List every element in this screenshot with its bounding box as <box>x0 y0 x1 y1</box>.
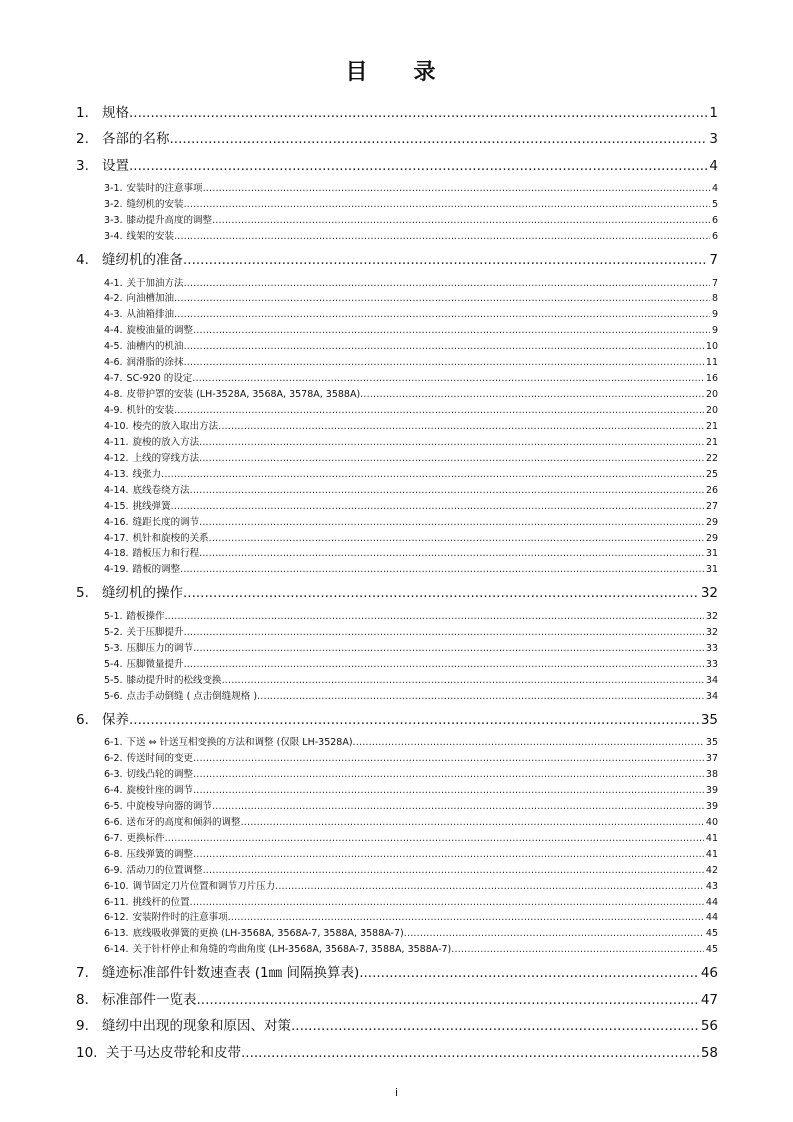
chapter-number: 8. <box>76 991 89 1008</box>
dot-leader <box>199 453 704 464</box>
section-title: 安装时的注意事项 <box>126 183 203 195</box>
dot-leader <box>174 231 710 242</box>
section-page-number: 9 <box>711 325 718 337</box>
dot-leader <box>184 357 704 368</box>
toc-section-entry[interactable] <box>76 545 718 561</box>
section-number: 6-8. <box>104 848 123 860</box>
toc-chapter-entry[interactable] <box>76 154 718 181</box>
section-title: 膝动提升高度的调整 <box>126 215 213 227</box>
dot-leader <box>212 801 704 812</box>
section-number: 5-5. <box>104 674 123 686</box>
toc-section-entry[interactable] <box>76 862 718 878</box>
section-page-number: 32 <box>705 626 718 638</box>
dot-leader <box>193 753 704 764</box>
section-page-number: 21 <box>705 436 718 448</box>
section-title: SC-920 的设定 <box>126 373 193 385</box>
toc-section-entry[interactable] <box>76 290 718 306</box>
toc-section-entry[interactable] <box>76 338 718 354</box>
dot-leader <box>161 469 704 480</box>
toc-section-entry[interactable] <box>76 514 718 530</box>
toc-section-entry[interactable] <box>76 925 718 941</box>
toc-section-entry[interactable] <box>76 466 718 482</box>
dot-leader <box>183 585 699 601</box>
chapter-number: 3. <box>76 157 89 174</box>
toc-section-entry[interactable] <box>76 434 718 450</box>
chapter-number: 10. <box>76 1045 98 1062</box>
section-number: 4-18. <box>104 548 129 560</box>
dot-leader <box>174 309 710 320</box>
toc-section-entry[interactable] <box>76 624 718 640</box>
chapter-title: 各部的名称 <box>102 131 170 147</box>
section-title: 底线吸收弹簧的更换 (LH-3568A, 3568A-7, 3588A, 3588A-7) <box>132 928 404 940</box>
section-page-number: 40 <box>705 816 718 828</box>
section-title: 油槽内的机油 <box>126 341 184 353</box>
section-number: 3-4. <box>104 231 123 242</box>
dot-leader <box>203 183 710 194</box>
dot-leader <box>241 1045 699 1061</box>
section-page-number: 20 <box>705 389 718 401</box>
section-title: 润滑脂的涂抹 <box>126 357 184 369</box>
toc-section-entry[interactable] <box>76 370 718 386</box>
section-page-number: 41 <box>705 848 718 860</box>
section-page-number: 16 <box>705 373 718 385</box>
section-page-number: 37 <box>705 753 718 765</box>
chapter-number: 4. <box>76 251 89 268</box>
chapter-title: 缝纫机的准备 <box>102 251 183 268</box>
toc-section-entry[interactable] <box>76 450 718 466</box>
toc-section-entry[interactable] <box>76 656 718 672</box>
dot-leader <box>257 691 704 702</box>
section-title: 踏板操作 <box>126 610 165 622</box>
section-title: 膝动提升时的松线变换 <box>126 674 222 686</box>
chapter-title: 设置 <box>102 157 129 174</box>
section-page-number: 45 <box>705 944 718 956</box>
section-number: 4-1. <box>104 277 123 289</box>
section-number: 6-3. <box>104 769 123 781</box>
section-page-number: 21 <box>705 420 718 432</box>
chapter-title: 标准部件一览表 <box>102 991 197 1008</box>
section-number: 6-13. <box>104 928 129 940</box>
toc-section-entry[interactable] <box>76 766 718 782</box>
section-page-number: 29 <box>705 532 718 544</box>
toc-chapter-entry[interactable] <box>76 961 718 988</box>
section-title: 活动刀的位置调整 <box>126 864 203 876</box>
dot-leader <box>241 817 704 828</box>
toc-chapter-entry[interactable] <box>76 127 718 154</box>
section-title: 从油箱排油 <box>126 309 175 321</box>
section-number: 6-11. <box>104 896 129 908</box>
section-number: 6-10. <box>104 880 129 892</box>
section-title: 缝距长度的调节 <box>132 516 200 528</box>
section-page-number: 22 <box>705 452 718 464</box>
dot-leader <box>165 833 704 844</box>
toc-section-entry[interactable] <box>76 878 718 894</box>
section-title: 踏板压力和行程 <box>132 548 200 560</box>
toc-section-entry[interactable] <box>76 608 718 624</box>
section-page-number: 45 <box>705 928 718 940</box>
dot-leader <box>183 252 707 268</box>
section-number: 3-1. <box>104 183 123 195</box>
chapter-title: 缝纫中出现的现象和原因、对策 <box>102 1018 291 1035</box>
toc-section-entry[interactable] <box>76 354 718 370</box>
toc-section-entry[interactable] <box>76 212 718 228</box>
section-number: 4-4. <box>104 325 123 337</box>
toc-section-entry[interactable] <box>76 196 718 212</box>
dot-leader <box>190 897 704 908</box>
page-number-footer: i <box>394 1086 399 1099</box>
section-page-number: 11 <box>705 357 718 369</box>
section-number: 3-3. <box>104 215 123 227</box>
dot-leader <box>193 643 704 654</box>
chapter-page-number: 7 <box>709 251 718 268</box>
section-number: 4-5. <box>104 341 123 353</box>
section-page-number: 39 <box>705 800 718 812</box>
toc-chapter-entry[interactable] <box>76 988 718 1015</box>
toc-section-entry[interactable] <box>76 322 718 338</box>
dot-leader <box>353 737 704 748</box>
toc-chapter-entry[interactable] <box>76 708 718 735</box>
toc-section-entry[interactable] <box>76 750 718 766</box>
chapter-number: 6. <box>76 711 89 728</box>
chapter-page-number: 58 <box>700 1045 718 1062</box>
chapter-number: 7. <box>76 965 89 982</box>
dot-leader <box>291 1018 699 1034</box>
toc-section-entry[interactable] <box>76 909 718 925</box>
chapter-page-number: 4 <box>709 157 718 174</box>
chapter-number: 9. <box>76 1018 89 1035</box>
section-number: 4-13. <box>104 468 129 480</box>
toc-section-entry[interactable] <box>76 180 718 196</box>
dot-leader <box>184 341 704 352</box>
dot-leader <box>212 215 710 226</box>
dot-leader <box>199 548 704 559</box>
section-page-number: 33 <box>705 658 718 670</box>
toc-chapter-entry[interactable] <box>76 581 718 608</box>
chapter-page-number: 56 <box>700 1018 718 1035</box>
section-number: 5-1. <box>104 610 123 622</box>
dot-leader <box>193 849 704 860</box>
section-page-number: 6 <box>711 215 718 227</box>
dot-leader <box>129 712 699 728</box>
toc-section-entry[interactable] <box>76 482 718 498</box>
section-page-number: 41 <box>705 832 718 844</box>
toc-section-entry[interactable] <box>76 228 718 244</box>
section-page-number: 38 <box>705 769 718 781</box>
dot-leader <box>222 675 704 686</box>
toc-section-entry[interactable] <box>76 672 718 688</box>
dot-leader <box>184 199 710 210</box>
section-title: 挑线杆的位置 <box>132 896 190 908</box>
section-title: 下送 ⇔ 针送互相变换的方法和调整 (仅限 LH-3528A) <box>126 737 353 749</box>
section-number: 4-8. <box>104 389 123 401</box>
section-page-number: 34 <box>705 690 718 702</box>
chapter-title: 缝迹标准部件针数速查表 (1㎜ 间隔换算表) <box>102 965 360 982</box>
section-page-number: 9 <box>711 309 718 321</box>
chapter-number: 5. <box>76 585 89 602</box>
section-title: 关于针杆停止和角缝的弯曲角度 (LH-3568A, 3568A-7, 3588A, 3588A-7) <box>132 944 452 956</box>
toc-section-entry[interactable] <box>76 306 718 322</box>
section-page-number: 35 <box>705 737 718 749</box>
chapter-number: 1. <box>76 105 89 121</box>
toc-section-entry[interactable] <box>76 941 718 957</box>
dot-leader <box>275 881 704 892</box>
section-page-number: 26 <box>705 484 718 496</box>
toc-section-entry[interactable] <box>76 734 718 750</box>
dot-leader <box>228 912 704 923</box>
chapter-title: 保养 <box>102 711 129 728</box>
section-number: 4-16. <box>104 516 129 528</box>
section-page-number: 31 <box>705 548 718 560</box>
section-number: 4-19. <box>104 564 129 576</box>
section-page-number: 44 <box>705 896 718 908</box>
section-number: 4-17. <box>104 532 129 544</box>
section-title: 调节固定刀片位置和调节刀片压力 <box>132 880 276 892</box>
toc-section-entry[interactable] <box>76 418 718 434</box>
dot-leader <box>193 769 704 780</box>
section-number: 3-2. <box>104 199 123 211</box>
toc-section-entry[interactable] <box>76 846 718 862</box>
dot-leader <box>170 131 708 147</box>
section-title: 旋梭针座的调节 <box>126 784 194 796</box>
chapter-title: 规格 <box>102 105 129 121</box>
toc-section-entry[interactable] <box>76 498 718 514</box>
table-of-contents <box>76 101 718 1068</box>
section-page-number: 5 <box>711 199 718 211</box>
dot-leader <box>190 485 704 496</box>
section-title: 机针的安装 <box>126 405 175 417</box>
section-page-number: 20 <box>705 405 718 417</box>
section-title: 梭壳的放入取出方法 <box>132 420 219 432</box>
chapter-title: 缝纫机的操作 <box>102 585 183 602</box>
section-page-number: 33 <box>705 642 718 654</box>
toc-section-entry[interactable] <box>76 830 718 846</box>
toc-section-entry[interactable] <box>76 688 718 704</box>
section-page-number: 44 <box>705 912 718 924</box>
section-number: 5-4. <box>104 658 123 670</box>
section-title: 传送时间的变更 <box>126 753 194 765</box>
section-title: 旋梭油量的调整 <box>126 325 194 337</box>
chapter-number: 2. <box>76 131 89 147</box>
section-number: 6-2. <box>104 753 123 765</box>
section-page-number: 25 <box>705 468 718 480</box>
dot-leader <box>129 158 707 174</box>
toc-section-entry[interactable] <box>76 402 718 418</box>
section-title: 压脚微量提升 <box>126 658 184 670</box>
section-page-number: 8 <box>711 293 718 305</box>
section-title: 压脚压力的调节 <box>126 642 194 654</box>
section-number: 4-3. <box>104 309 123 321</box>
chapter-page-number: 35 <box>700 711 718 728</box>
dot-leader <box>165 611 704 622</box>
section-page-number: 34 <box>705 674 718 686</box>
dot-leader <box>451 944 704 955</box>
chapter-page-number: 46 <box>700 965 718 982</box>
section-number: 4-12. <box>104 452 129 464</box>
section-page-number: 43 <box>705 880 718 892</box>
section-title: 踏板的调整 <box>132 564 181 576</box>
section-number: 5-6. <box>104 690 123 702</box>
section-title: 更换标件 <box>126 832 165 844</box>
toc-section-entry[interactable] <box>76 561 718 577</box>
toc-chapter-entry[interactable] <box>76 1014 718 1041</box>
dot-leader <box>359 965 699 981</box>
section-number: 4-9. <box>104 405 123 417</box>
section-number: 6-9. <box>104 864 123 876</box>
section-number: 4-14. <box>104 484 129 496</box>
dot-leader <box>360 389 704 400</box>
section-title: 底线卷绕方法 <box>132 484 190 496</box>
section-page-number: 31 <box>705 564 718 576</box>
section-page-number: 6 <box>711 231 718 242</box>
dot-leader <box>404 928 704 939</box>
dot-leader <box>218 421 704 432</box>
section-title: 中旋梭导向器的调节 <box>126 800 213 812</box>
chapter-page-number: 47 <box>700 991 718 1008</box>
section-page-number: 27 <box>705 500 718 512</box>
section-number: 6-5. <box>104 800 123 812</box>
section-page-number: 39 <box>705 784 718 796</box>
section-number: 6-14. <box>104 944 129 956</box>
section-title: 挑线弹簧 <box>132 500 171 512</box>
section-number: 4-11. <box>104 436 129 448</box>
dot-leader <box>129 105 707 121</box>
section-title: 关于加油方法 <box>126 277 184 289</box>
dot-leader <box>184 627 704 638</box>
dot-leader <box>199 517 704 528</box>
chapter-page-number: 1 <box>709 105 718 121</box>
page-title: 目 录 <box>345 60 448 85</box>
section-title: 上线的穿线方法 <box>132 452 200 464</box>
section-number: 6-4. <box>104 784 123 796</box>
section-title: 旋梭的放入方法 <box>132 436 200 448</box>
section-title: 安装附件时的注意事项 <box>132 912 228 924</box>
dot-leader <box>203 865 704 876</box>
dot-leader <box>174 293 710 304</box>
section-page-number: 32 <box>705 610 718 622</box>
section-title: 线张力 <box>132 468 162 480</box>
section-title: 切线凸轮的调整 <box>126 769 194 781</box>
dot-leader <box>184 659 704 670</box>
dot-leader <box>174 405 704 416</box>
section-title: 关于压脚提升 <box>126 626 184 638</box>
section-number: 4-6. <box>104 357 123 369</box>
toc-chapter-entry[interactable] <box>76 1041 718 1068</box>
section-title: 送布牙的高度和倾斜的调整 <box>126 816 241 828</box>
toc-section-entry[interactable] <box>76 782 718 798</box>
dot-leader <box>209 533 704 544</box>
section-title: 皮带护罩的安装 (LH-3528A, 3568A, 3578A, 3588A) <box>126 389 361 401</box>
toc-section-entry[interactable] <box>76 814 718 830</box>
section-title: 缝纫机的安装 <box>126 199 184 211</box>
toc-section-entry[interactable] <box>76 798 718 814</box>
section-number: 4-15. <box>104 500 129 512</box>
section-page-number: 42 <box>705 864 718 876</box>
chapter-page-number: 3 <box>709 131 718 147</box>
dot-leader <box>197 992 699 1008</box>
section-page-number: 29 <box>705 516 718 528</box>
chapter-title: 关于马达皮带轮和皮带 <box>106 1045 241 1062</box>
section-number: 4-2. <box>104 293 123 305</box>
section-title: 点击手动倒缝 ( 点击倒缝规格 ) <box>126 690 258 702</box>
section-page-number: 7 <box>711 277 718 289</box>
section-title: 向油槽加油 <box>126 293 175 305</box>
toc-chapter-entry[interactable] <box>76 101 718 127</box>
dot-leader <box>192 373 704 384</box>
toc-section-entry[interactable] <box>76 894 718 910</box>
toc-section-entry[interactable] <box>76 275 718 291</box>
section-number: 4-7. <box>104 373 123 385</box>
section-title: 线架的安装 <box>126 231 175 242</box>
section-number: 6-6. <box>104 816 123 828</box>
section-number: 6-12. <box>104 912 129 924</box>
section-number: 4-10. <box>104 420 129 432</box>
dot-leader <box>199 437 704 448</box>
toc-section-entry[interactable] <box>76 640 718 656</box>
dot-leader <box>193 325 710 336</box>
section-number: 5-2. <box>104 626 123 638</box>
dot-leader <box>180 564 704 575</box>
dot-leader <box>184 278 710 289</box>
toc-chapter-entry[interactable] <box>76 248 718 275</box>
dot-leader <box>193 785 704 796</box>
section-page-number: 10 <box>705 341 718 353</box>
section-page-number: 4 <box>711 183 718 195</box>
toc-section-entry[interactable] <box>76 386 718 402</box>
section-number: 6-1. <box>104 737 123 749</box>
dot-leader <box>171 501 704 512</box>
section-number: 6-7. <box>104 832 123 844</box>
section-number: 5-3. <box>104 642 123 654</box>
section-title: 压线弹簧的调整 <box>126 848 194 860</box>
toc-section-entry[interactable] <box>76 530 718 546</box>
section-title: 机针和旋梭的关系 <box>132 532 209 544</box>
chapter-page-number: 32 <box>700 585 718 602</box>
